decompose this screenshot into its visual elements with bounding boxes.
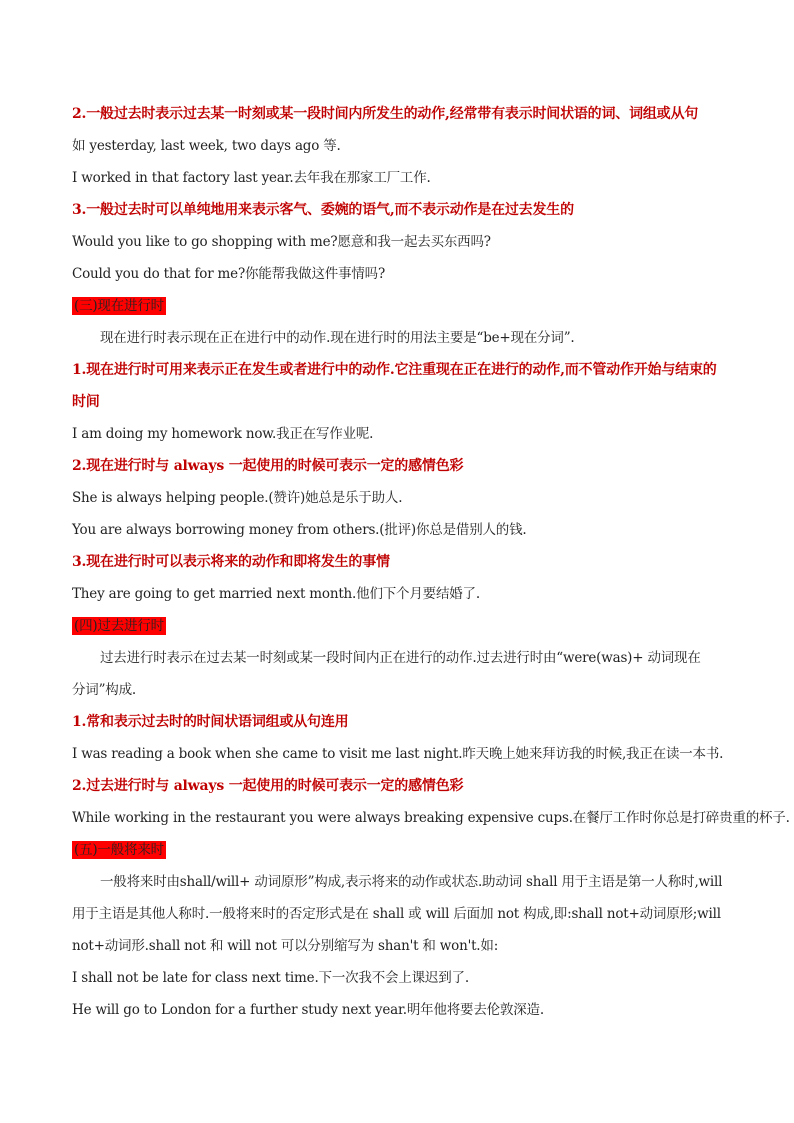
section-title: (四)过去进行时 <box>74 618 164 634</box>
example-text: I shall not be late for class next time.下一次我不会上课迟到了. <box>72 970 469 986</box>
rule-heading: 3.一般过去时可以单纯地用来表示客气、委婉的语气,而不表示动作是在过去发生的 <box>72 202 574 218</box>
rule-heading: 3.现在进行时可以表示将来的动作和即将发生的事情 <box>72 554 390 570</box>
section-intro: 过去进行时表示在过去某一时刻或某一段时间内正在进行的动作.过去进行时由“were(was)+ 动词现在 <box>100 650 701 666</box>
section-intro-continued: not+动词形.shall not 和 will not 可以分别缩写为 shan't 和 won't.如: <box>72 938 499 954</box>
section-title: (五)一般将来时 <box>74 842 164 858</box>
example-text: While working in the restaurant you were always breaking expensive cups.在餐厅工作时你总是打碎贵重的杯子. <box>72 810 790 826</box>
section-title: (三)现在进行时 <box>74 298 164 314</box>
example-text: 如 yesterday, last week, two days ago 等. <box>72 138 341 154</box>
section-title-row <box>72 610 726 642</box>
example-text: Would you like to go shopping with me?愿意和我一起去买东西吗? <box>72 234 491 250</box>
rule-heading-continued: 时间 <box>72 394 100 410</box>
rule-heading: 2.现在进行时与 always 一起使用的时候可表示一定的感情色彩 <box>72 458 464 474</box>
example-text: You are always borrowing money from others.(批评)你总是借别人的钱. <box>72 522 527 538</box>
example-text: I was reading a book when she came to visit me last night.昨天晚上她来拜访我的时候,我正在读一本书. <box>72 746 724 762</box>
example-text: I worked in that factory last year.去年我在那家工厂工作. <box>72 170 431 186</box>
section-intro-continued: 分词”构成. <box>72 682 136 698</box>
section-intro-continued: 用于主语是其他人称时.一般将来时的否定形式是在 shall 或 will 后面加 not 构成,即:shall not+动词原形;will <box>72 906 721 922</box>
section-title-row <box>72 834 726 866</box>
rule-heading: 2.一般过去时表示过去某一时刻或某一段时间内所发生的动作,经常带有表示时间状语的词、词组或从句 <box>72 106 699 122</box>
example-text: He will go to London for a further study next year.明年他将要去伦敦深造. <box>72 1002 544 1018</box>
example-text: I am doing my homework now.我正在写作业呢. <box>72 426 374 442</box>
document-page <box>72 98 790 1026</box>
example-text: She is always helping people.(赞许)她总是乐于助人. <box>72 490 403 506</box>
example-text: Could you do that for me?你能帮我做这件事情吗? <box>72 266 386 282</box>
section-intro: 一般将来时由shall/will+ 动词原形”构成,表示将来的动作或状态.助动词 shall 用于主语是第一人称时,will <box>100 874 723 890</box>
rule-heading: 2.过去进行时与 always 一起使用的时候可表示一定的感情色彩 <box>72 778 464 794</box>
rule-heading: 1.现在进行时可用来表示正在发生或者进行中的动作.它注重现在正在进行的动作,而不管动作开始与结束的 <box>72 362 717 378</box>
section-intro: 现在进行时表示现在正在进行中的动作.现在进行时的用法主要是“be+现在分词”. <box>100 330 575 346</box>
section-title-row <box>72 290 726 322</box>
rule-heading: 1.常和表示过去时的时间状语词组或从句连用 <box>72 714 349 730</box>
example-text: They are going to get married next month.他们下个月要结婚了. <box>72 586 480 602</box>
